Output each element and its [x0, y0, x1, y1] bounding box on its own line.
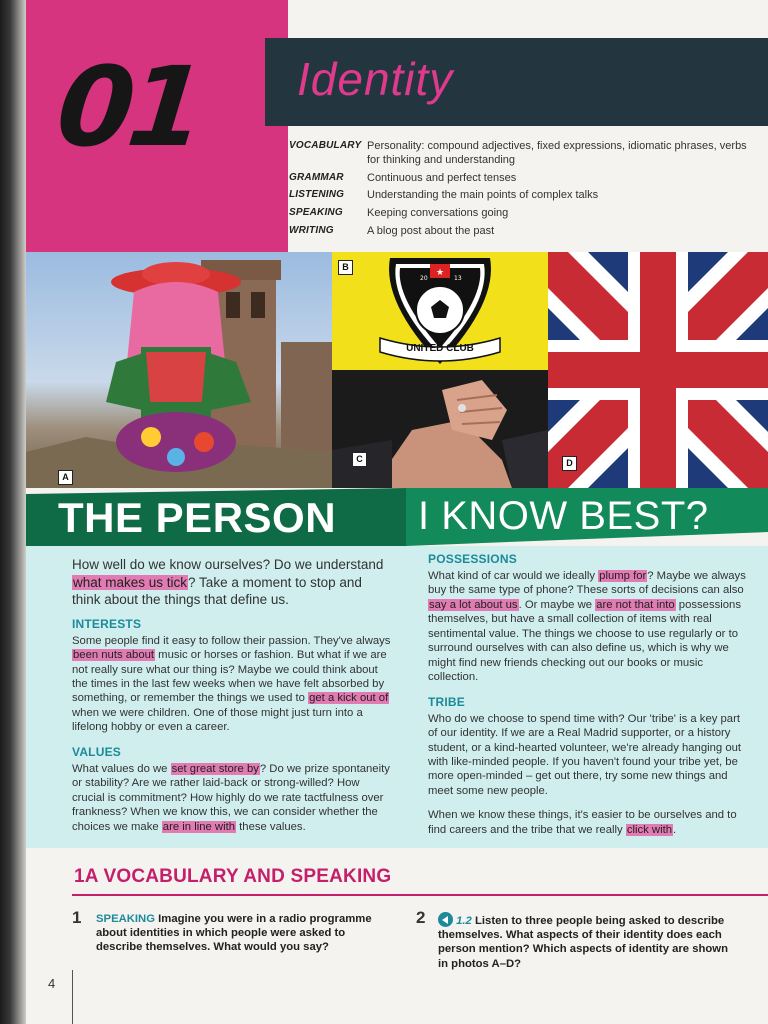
text: What values do we — [72, 762, 171, 775]
objective-grammar — [289, 172, 761, 186]
highlight-phrase: been nuts about — [73, 649, 155, 662]
photo-label-b: B — [338, 260, 353, 275]
photo-strip — [26, 252, 768, 488]
objective-value: Continuous and perfect tenses — [367, 171, 517, 184]
text: Imagine you were in a radio programme about identities in which people were asked to describe themselves. What would you say? — [96, 913, 372, 954]
audio-track-number: 1.2 — [456, 915, 472, 927]
photo-b-illustration — [332, 252, 548, 370]
photo-label-a: A — [58, 470, 73, 485]
objective-value: A blog post about the past — [367, 224, 495, 237]
text: . Or maybe we — [518, 598, 596, 611]
photo-c-illustration — [332, 370, 548, 488]
crest-year-left: 20 — [420, 275, 428, 282]
text: when we were children. One of those might just turn into a lifelong hobby or even a career. — [72, 706, 363, 734]
article-intro — [72, 556, 394, 609]
audio-icon[interactable] — [438, 912, 453, 927]
crest-label: UNITED CLUB — [406, 343, 474, 354]
section-heading-tribe: TRIBE — [428, 694, 465, 709]
task-2-instruction — [438, 912, 738, 971]
text: What kind of car would we ideally — [428, 570, 599, 582]
objective-key: VOCABULARY — [289, 140, 362, 151]
svg-text:★: ★ — [435, 268, 445, 278]
paragraph-values — [72, 762, 394, 834]
text: ? Do we prize spontaneity or stability? Are we rather laid-back or strong-willed? How crucial is commitment? How highly do we rate tactfulness over frankness? When we know this, we can consider whether the choices we make — [72, 762, 390, 833]
objective-listening — [289, 189, 761, 203]
objective-value: Understanding the main points of complex talks — [367, 189, 599, 202]
highlight-phrase: get a kick out of — [309, 692, 389, 705]
section-title: 1A VOCABULARY AND SPEAKING — [74, 866, 392, 887]
photo-label-c: C — [352, 452, 367, 467]
text: Some people find it easy to follow their passion. They've always — [72, 634, 391, 647]
crest-year-right: 13 — [454, 275, 462, 282]
section-divider — [72, 894, 768, 896]
text: possessions themselves, but have a small collection of items with real sentimental value. The things we choose to use regularly or to surround ourselves with can also define us, which is why we might find new friends checking out our books or music collection. — [428, 598, 741, 684]
highlight-phrase: plump for — [599, 570, 647, 582]
text: ? Maybe we always buy the same type of phone? These sorts of decisions can also — [428, 570, 746, 597]
objective-key: GRAMMAR — [289, 171, 344, 183]
objective-key: WRITING — [289, 224, 334, 236]
task-number-1: 1 — [72, 908, 82, 927]
objective-vocabulary — [289, 140, 761, 168]
paragraph-tribe: Who do we choose to spend time with? Our 'tribe' is a key part of our identity. If we are a Real Madrid supporter, or a history student, or a kind-hearted volunteer, we're already hanging out with like-minded people. If you haven't found your tribe yet, be more open-minded – get out there, try some new things and meet some new people. — [428, 712, 742, 797]
text: these values. — [236, 820, 306, 833]
highlight-phrase: are in line with — [162, 820, 236, 833]
photo-a-peruvian-woman — [26, 252, 332, 488]
photo-d-union-flag — [548, 252, 768, 488]
objective-key: SPEAKING — [289, 207, 343, 218]
highlight-phrase: say a lot about us — [429, 598, 518, 611]
task-label-speaking: SPEAKING — [96, 913, 156, 925]
photo-d-illustration — [548, 252, 768, 488]
section-heading-possessions: POSSESSIONS — [428, 552, 517, 566]
section-heading-interests: INTERESTS — [72, 616, 142, 631]
chapter-title: Identity — [297, 53, 454, 105]
photo-label-d: D — [562, 456, 577, 471]
photo-a-illustration — [26, 252, 332, 488]
paragraph-conclusion — [428, 808, 750, 837]
text: music or horses or fashion. But what if we are not really sure what our thing is? Maybe we could think about the times in the last few weeks when we have felt absorbed by something, or remember the things we used to — [72, 649, 387, 705]
book-spine — [0, 0, 26, 1024]
highlight-phrase: click with — [626, 823, 673, 836]
photo-b-football-crest — [332, 252, 548, 370]
text: Listen to three people being asked to describe themselves. What aspects of their identity does each person mention? Which aspects of identity are shown in photos A–D? — [438, 915, 728, 970]
text: When we know these things, it's easier to be ourselves and to find careers and the tribe that we really — [428, 809, 737, 836]
text: ? Take a moment to stop and think about the things that define us. — [72, 574, 362, 608]
page-number: 4 — [48, 976, 56, 991]
section-heading-values: VALUES — [72, 744, 121, 759]
highlight-phrase: are not that into — [596, 598, 675, 611]
objective-speaking — [289, 207, 761, 221]
objective-writing — [289, 225, 761, 239]
headline-part-1: THE PERSON — [58, 494, 337, 541]
page-number-rule — [72, 970, 73, 1024]
highlight-phrase: set great store by — [171, 762, 259, 775]
paragraph-interests — [72, 634, 394, 735]
article-column-left — [72, 556, 394, 844]
objective-key: LISTENING — [289, 189, 345, 201]
article-column-right — [428, 552, 750, 847]
chapter-number: 01 — [51, 43, 206, 171]
paragraph-possessions — [428, 569, 750, 685]
highlight-phrase: what makes us tick — [73, 574, 188, 590]
headline-part-2: I KNOW BEST? — [418, 494, 709, 538]
photo-c-handshake — [332, 370, 548, 488]
task-1-instruction — [96, 912, 386, 955]
text: How well do we know ourselves? Do we understand — [72, 557, 384, 572]
task-number-2: 2 — [416, 908, 426, 927]
text: . — [673, 823, 677, 836]
objective-value: Personality: compound adjectives, fixed expressions, idiomatic phrases, verbs for thinking and understanding — [367, 140, 747, 166]
unit-objectives — [289, 140, 761, 243]
objective-value: Keeping conversations going — [367, 207, 509, 219]
